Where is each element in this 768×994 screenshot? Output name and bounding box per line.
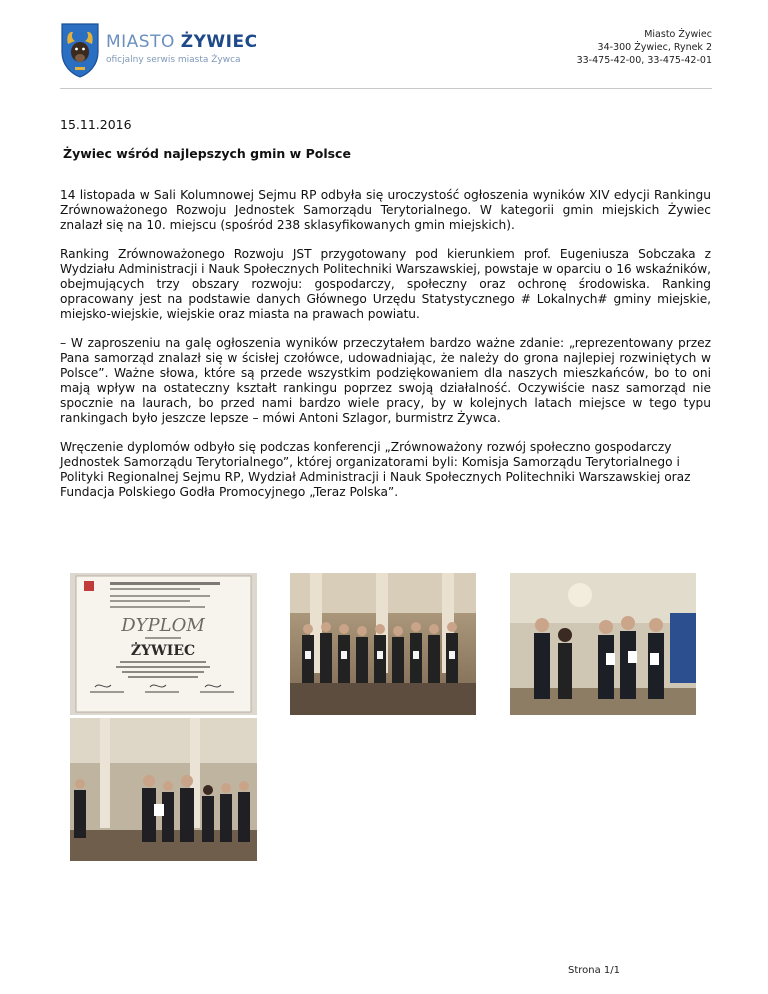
header-divider: [60, 88, 712, 89]
article-title: Żywiec wśród najlepszych gmin w Polsce: [63, 146, 351, 161]
article-paragraph-1: 14 listopada w Sali Kolumnowej Sejmu RP odbyła się uroczystość ogłoszenia wyników XIV edycji Rankingu Zrównoważonego Rozwoju Jednostek Samorządu Terytorialnego. W kategorii gmin miejskich Żywiec znalazł się na 10. miejscu (spośród 238 sklasyfikowanych gmin miejskich).: [60, 188, 711, 232]
brand-part-zywiec: ŻYWIEC: [180, 32, 258, 52]
diploma-city: ŻYWIEC: [130, 643, 196, 659]
contact-phones: 33-475-42-00, 33-475-42-01: [576, 55, 712, 66]
photo-diploma[interactable]: [70, 573, 257, 715]
diploma-word: DYPLOM: [121, 615, 205, 636]
city-crest-icon: [60, 22, 100, 78]
diploma-image: [70, 573, 257, 715]
article-paragraph-4: Wręczenie dyplomów odbyło się podczas konferencji „Zrównoważony rozwój społeczno gospodarczy Jednostek Samorządu Terytorialnego”, której organizatorami byli: Komisja Samorządu Terytorialnego i Polityki Regionalnej Sejmu RP, Wydział Administracji i Nauk Społecznych Politechniki Warszawskiej oraz Fundacja Polskiego Godła Promocyjnego „Teraz Polska”.: [60, 440, 691, 499]
site-brand-name: [106, 32, 258, 52]
site-tagline: oficjalny serwis miasta Żywca: [106, 55, 241, 65]
article-body: [60, 188, 711, 514]
photo-award-handover[interactable]: [70, 718, 257, 861]
article-paragraph-2: Ranking Zrównoważonego Rozwoju JST przygotowany pod kierunkiem prof. Eugeniusza Sobczaka z Wydziału Administracji i Nauk Społecznych Politechniki Warszawskiej, powstaje w oparciu o 16 wskaźników, obejmujących trzy obszary rozwoju: gospodarczy, społeczny oraz ochronę środowiska. Ranking opracowany jest na podstawie danych Głównego Urzędu Statystycznego # Lokalnych# gminy miejskie, miejsko-wiejskie, wiejskie oraz miasta na prawach powiatu.: [60, 247, 711, 321]
award-handover-image: [70, 718, 257, 861]
contact-block: [577, 28, 712, 67]
article-date: 15.11.2016: [60, 117, 132, 132]
brand-part-miasto: MIASTO: [106, 32, 181, 52]
page-number: Strona 1/1: [568, 965, 621, 976]
delegation-image: [510, 573, 696, 715]
photo-group-ceremony[interactable]: [290, 573, 476, 715]
site-logo[interactable]: [60, 22, 258, 82]
contact-name: Miasto Żywiec: [644, 29, 712, 40]
article-paragraph-3: – W zaproszeniu na galę ogłoszenia wyników przeczytałem bardzo ważne zdanie: „reprezentowany przez Pana samorząd znalazł się w ścisłej czołówce, udowadniając, że należy do grona najlepiej rozwiniętych w Polsce”. Ważne słowa, które są przede wszystkim podziękowaniem dla naszych mieszkańców, bo to oni mają wpływ na ostateczny kształt rankingu poprzez swoją działalność. Oczywiście nasz samorząd nie spocznie na laurach, bo przed nami bardzo wiele pracy, by w kolejnych latach miejsce w tego typu rankingach było jeszcze lepsze – mówi Antoni Szlagor, burmistrz Żywca.: [60, 336, 711, 425]
contact-address: 34-300 Żywiec, Rynek 2: [597, 42, 712, 53]
page-header: [0, 0, 768, 90]
group-ceremony-image: [290, 573, 476, 715]
photo-delegation[interactable]: [510, 573, 696, 715]
